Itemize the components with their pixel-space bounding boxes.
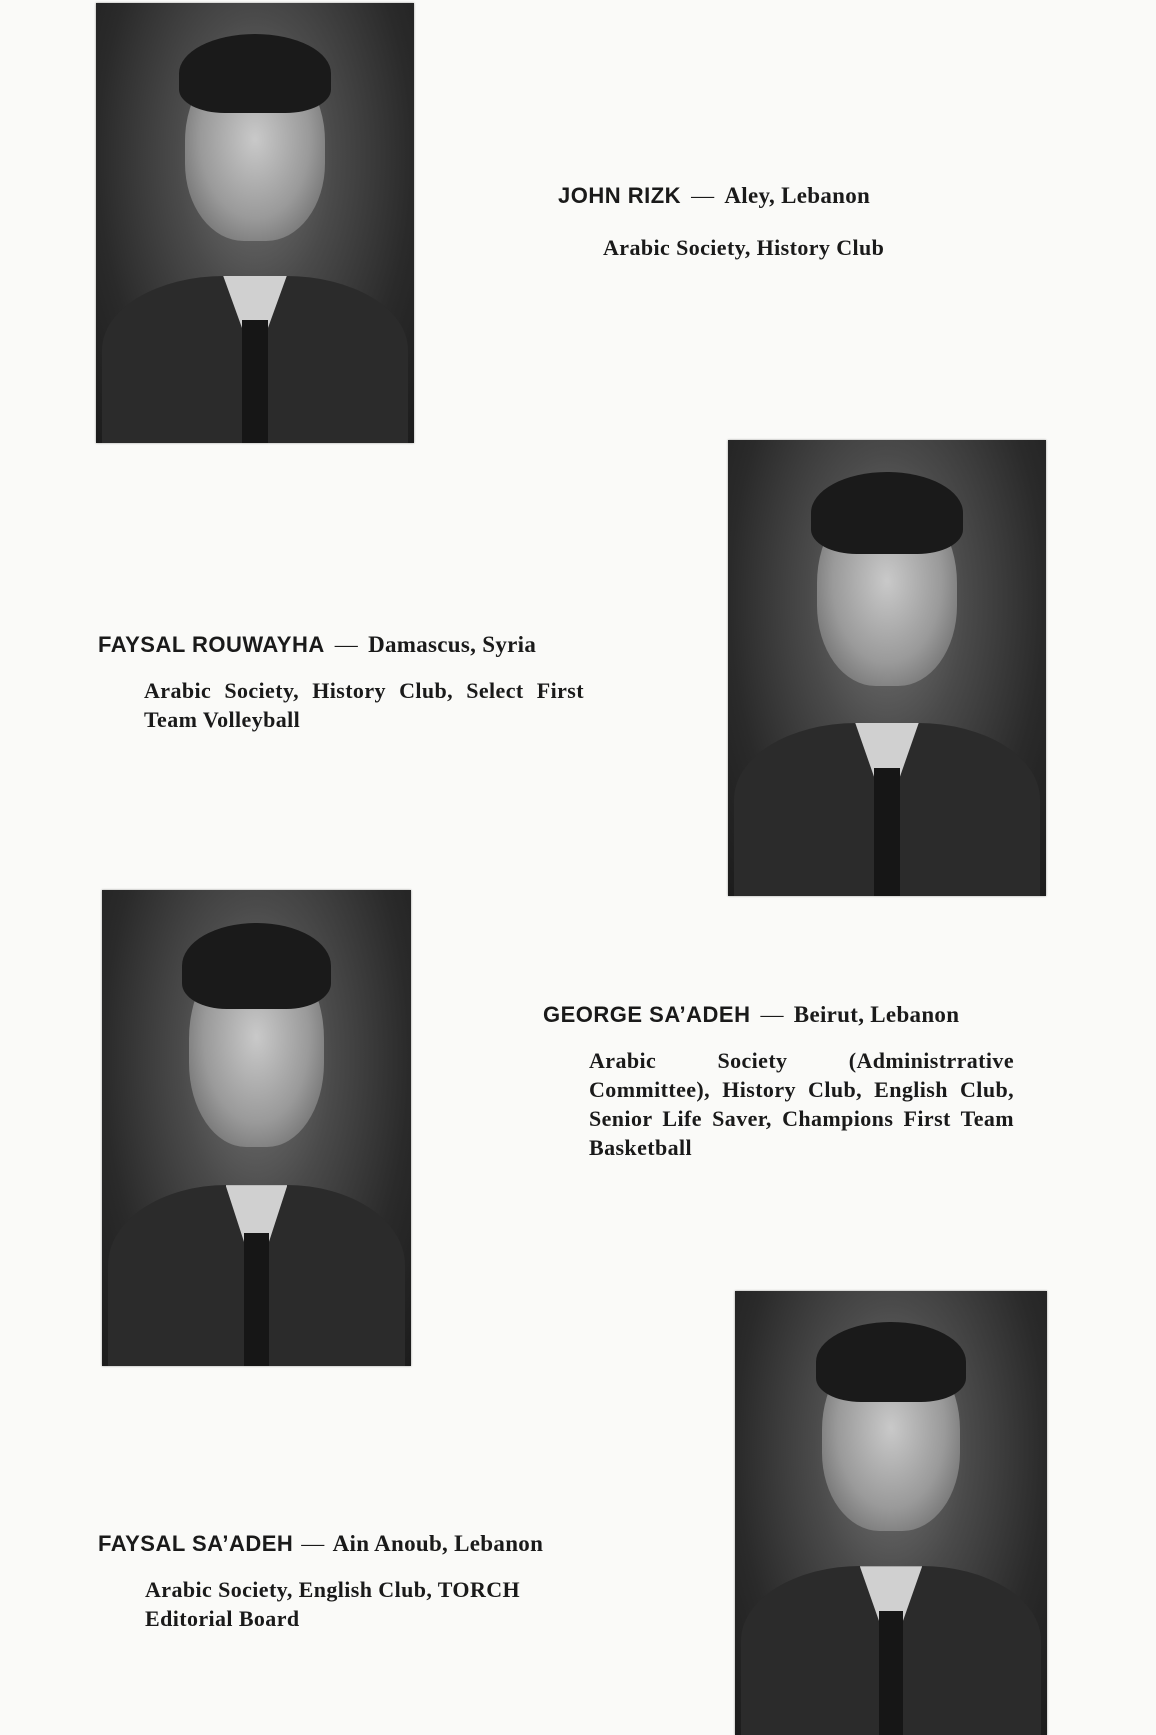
portrait-tie [874, 768, 899, 896]
student-location: Damascus, Syria [368, 632, 537, 657]
student-entry-george-saadeh [543, 1002, 1014, 1162]
student-name: GEORGE SA’ADEH [543, 1002, 751, 1027]
student-name: FAYSAL ROUWAYHA [98, 632, 325, 657]
portrait-tie [242, 320, 267, 443]
student-activities: Arabic Society (Administrrative Committee), History Club, English Club, Senior Life Saver, Champions First Team Basketball [589, 1048, 1014, 1160]
name-separator: — [334, 632, 359, 657]
student-entry-faysal-saadeh [98, 1531, 585, 1633]
portrait-hair [816, 1322, 966, 1402]
student-activities: Arabic Society, History Club [603, 235, 885, 260]
student-heading [98, 632, 584, 658]
portrait-hair [179, 34, 332, 113]
student-name: JOHN RIZK [558, 183, 682, 208]
portrait-photo-john-rizk [96, 3, 414, 443]
student-location: Ain Anoub, Lebanon [332, 1531, 544, 1556]
student-location: Aley, Lebanon [724, 183, 871, 208]
name-separator: — [691, 183, 715, 208]
portrait-tie [879, 1611, 904, 1735]
student-activities: Arabic Society, English Club, TORCH Editorial Board [145, 1577, 521, 1631]
student-heading [543, 1002, 1014, 1028]
student-entry-faysal-rouwayha [98, 632, 584, 734]
name-separator: — [301, 1531, 325, 1556]
student-heading [98, 1531, 585, 1557]
student-location: Beirut, Lebanon [793, 1002, 960, 1027]
student-name: FAYSAL SA’ADEH [98, 1531, 294, 1556]
name-separator: — [760, 1002, 784, 1027]
portrait-photo-faysal-saadeh [735, 1291, 1047, 1735]
portrait-photo-george-saadeh [102, 890, 411, 1366]
student-entry-john-rizk [558, 183, 884, 262]
student-heading [558, 183, 884, 209]
portrait-photo-faysal-rouwayha [728, 440, 1046, 896]
student-activities: Arabic Society, History Club, Select First Team Volleyball [144, 678, 584, 732]
portrait-hair [811, 472, 964, 554]
portrait-hair [182, 923, 330, 1009]
portrait-tie [244, 1233, 269, 1366]
